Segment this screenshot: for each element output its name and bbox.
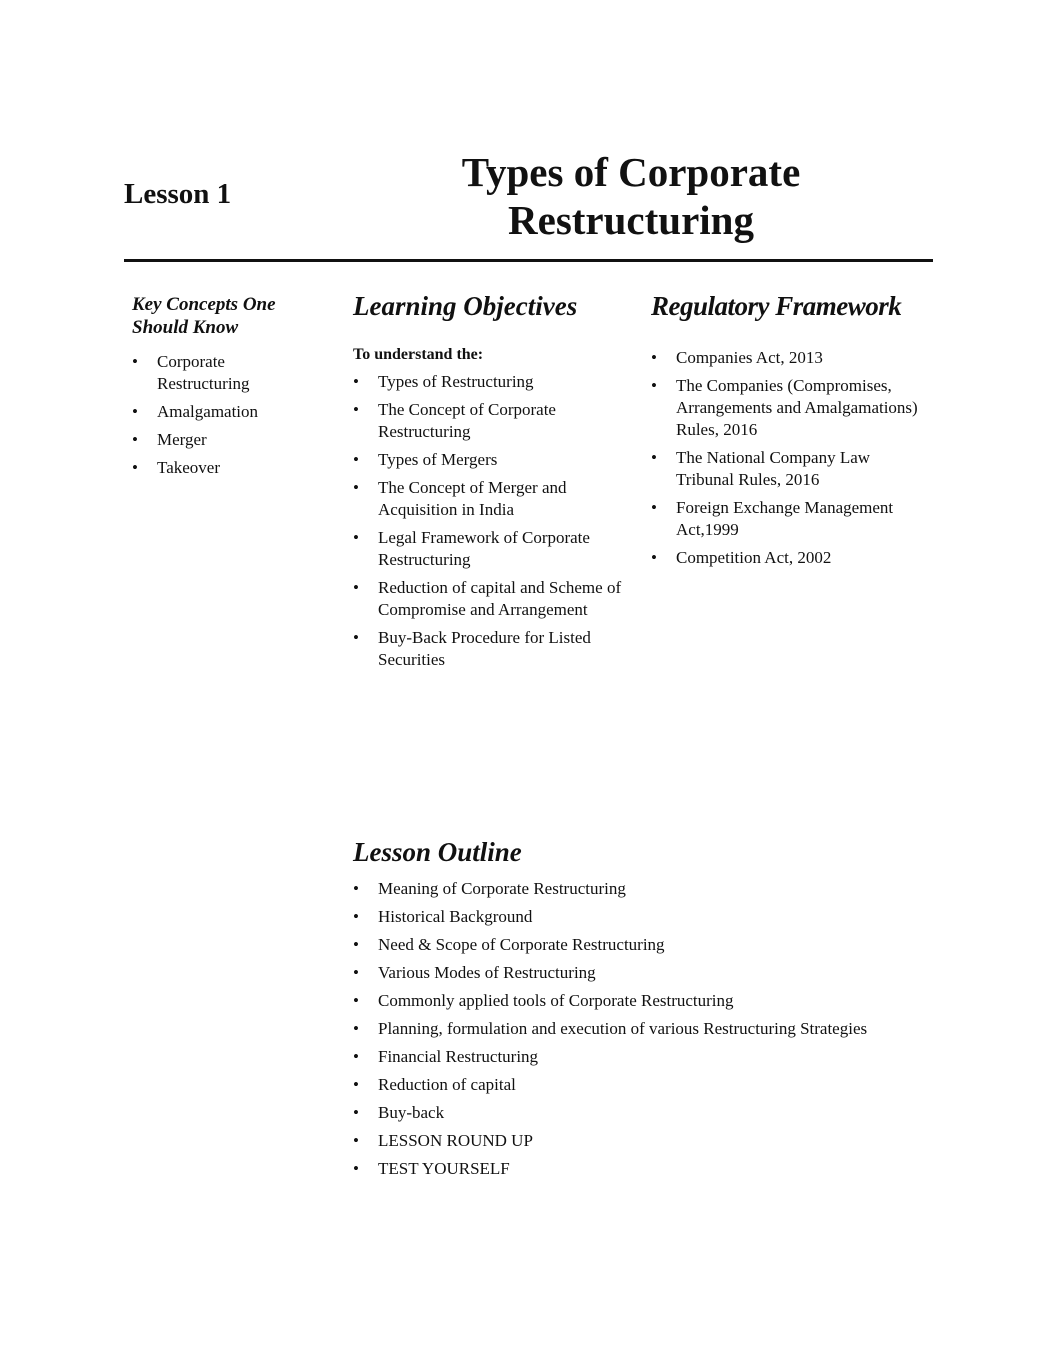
- bullet-icon: •: [353, 528, 359, 547]
- key-concepts-section: [132, 293, 312, 485]
- bullet-icon: •: [353, 372, 359, 391]
- learning-objectives-heading: Learning Objectives: [353, 291, 578, 321]
- list-item-text: Reduction of capital and Scheme of Compromise and Arrangement: [378, 578, 622, 619]
- list-item-text: Types of Mergers: [378, 450, 498, 469]
- list-item-text: Reduction of capital: [378, 1075, 516, 1094]
- list-item-text: Financial Restructuring: [378, 1047, 539, 1066]
- list-item-text: The National Company Law Tribunal Rules, 2016: [676, 448, 871, 489]
- bullet-icon: •: [353, 1019, 359, 1038]
- list-item: [353, 399, 623, 443]
- list-item-text: Need & Scope of Corporate Restructuring: [378, 935, 665, 954]
- list-item: [353, 878, 953, 900]
- bullet-icon: •: [353, 1047, 359, 1066]
- key-concepts-heading: [132, 293, 312, 339]
- list-item: [353, 906, 953, 928]
- page-title: [400, 148, 862, 244]
- bullet-icon: •: [353, 1075, 359, 1094]
- list-item: [353, 627, 623, 671]
- learning-objectives-list: [353, 371, 623, 671]
- list-item: [353, 371, 623, 393]
- list-item-text: Buy-Back Procedure for Listed Securities: [378, 628, 591, 669]
- list-item-text: Buy-back: [378, 1103, 445, 1122]
- bullet-icon: •: [132, 402, 138, 421]
- title-line-2: Restructuring: [508, 197, 754, 243]
- list-item-text: Legal Framework of Corporate Restructuring: [378, 528, 590, 569]
- list-item-text: Commonly applied tools of Corporate Restructuring: [378, 991, 734, 1010]
- list-item: [353, 1102, 953, 1124]
- list-item-text: Meaning of Corporate Restructuring: [378, 879, 626, 898]
- bullet-icon: •: [132, 430, 138, 449]
- regulatory-framework-section: [651, 290, 931, 575]
- heading-line: Should Know: [132, 317, 239, 338]
- bullet-icon: •: [651, 498, 657, 517]
- bullet-icon: •: [353, 1159, 359, 1178]
- bullet-icon: •: [353, 935, 359, 954]
- lesson-number: Lesson 1: [124, 178, 232, 210]
- list-item: [353, 1130, 953, 1152]
- bullet-icon: •: [132, 458, 138, 477]
- bullet-icon: •: [651, 376, 657, 395]
- list-item: [651, 547, 931, 569]
- bullet-icon: •: [353, 450, 359, 469]
- list-item: [132, 457, 312, 479]
- list-item: [353, 1158, 953, 1180]
- list-item-text: Merger: [157, 430, 207, 449]
- lesson-outline-section: [353, 836, 953, 1186]
- heading-line: Key Concepts One: [132, 294, 276, 315]
- list-item-text: Companies Act, 2013: [676, 348, 823, 367]
- list-item-text: LESSON ROUND UP: [378, 1131, 533, 1150]
- list-item-text: The Concept of Merger and Acquisition in India: [378, 478, 567, 519]
- list-item: [353, 934, 953, 956]
- bullet-icon: •: [353, 907, 359, 926]
- list-item: [651, 375, 931, 441]
- list-item: [651, 497, 931, 541]
- bullet-icon: •: [353, 628, 359, 647]
- bullet-icon: •: [353, 578, 359, 597]
- list-item-text: The Companies (Compromises, Arrangements and Amalgamations) Rules, 2016: [676, 376, 918, 439]
- objectives-lead: To understand the:: [353, 346, 484, 363]
- list-item: [353, 527, 623, 571]
- list-item-text: Competition Act, 2002: [676, 548, 832, 567]
- list-item: [353, 962, 953, 984]
- lesson-outline-heading: Lesson Outline: [353, 837, 522, 867]
- bullet-icon: •: [651, 348, 657, 367]
- list-item: [353, 1046, 953, 1068]
- bullet-icon: •: [353, 1103, 359, 1122]
- bullet-icon: •: [651, 548, 657, 567]
- list-item-text: Takeover: [157, 458, 220, 477]
- list-item: [353, 1018, 953, 1040]
- list-item: [651, 347, 931, 369]
- bullet-icon: •: [353, 991, 359, 1010]
- learning-objectives-section: [353, 290, 623, 677]
- bullet-icon: •: [651, 448, 657, 467]
- regulatory-framework-list: [651, 347, 931, 569]
- list-item-text: The Concept of Corporate Restructuring: [378, 400, 556, 441]
- bullet-icon: •: [132, 352, 138, 371]
- list-item: [132, 351, 312, 395]
- list-item-text: Historical Background: [378, 907, 533, 926]
- list-item: [651, 447, 931, 491]
- list-item: [353, 577, 623, 621]
- lesson-outline-list: [353, 878, 953, 1180]
- list-item-text: Types of Restructuring: [378, 372, 534, 391]
- list-item: [353, 990, 953, 1012]
- list-item-text: Corporate Restructuring: [157, 352, 250, 393]
- list-item: [132, 401, 312, 423]
- list-item-text: TEST YOURSELF: [378, 1159, 510, 1178]
- bullet-icon: •: [353, 1131, 359, 1150]
- list-item: [353, 1074, 953, 1096]
- title-line-1: Types of Corporate: [461, 149, 801, 195]
- list-item-text: Foreign Exchange Management Act,1999: [676, 498, 894, 539]
- list-item: [132, 429, 312, 451]
- bullet-icon: •: [353, 963, 359, 982]
- bullet-icon: •: [353, 879, 359, 898]
- regulatory-framework-heading: Regulatory Framework: [651, 291, 902, 321]
- key-concepts-list: [132, 351, 312, 479]
- bullet-icon: •: [353, 400, 359, 419]
- list-item: [353, 449, 623, 471]
- list-item-text: Various Modes of Restructuring: [378, 963, 596, 982]
- list-item-text: Planning, formulation and execution of various Restructuring Strategies: [378, 1019, 868, 1038]
- list-item: [353, 477, 623, 521]
- header-divider: [124, 259, 933, 262]
- bullet-icon: •: [353, 478, 359, 497]
- list-item-text: Amalgamation: [157, 402, 259, 421]
